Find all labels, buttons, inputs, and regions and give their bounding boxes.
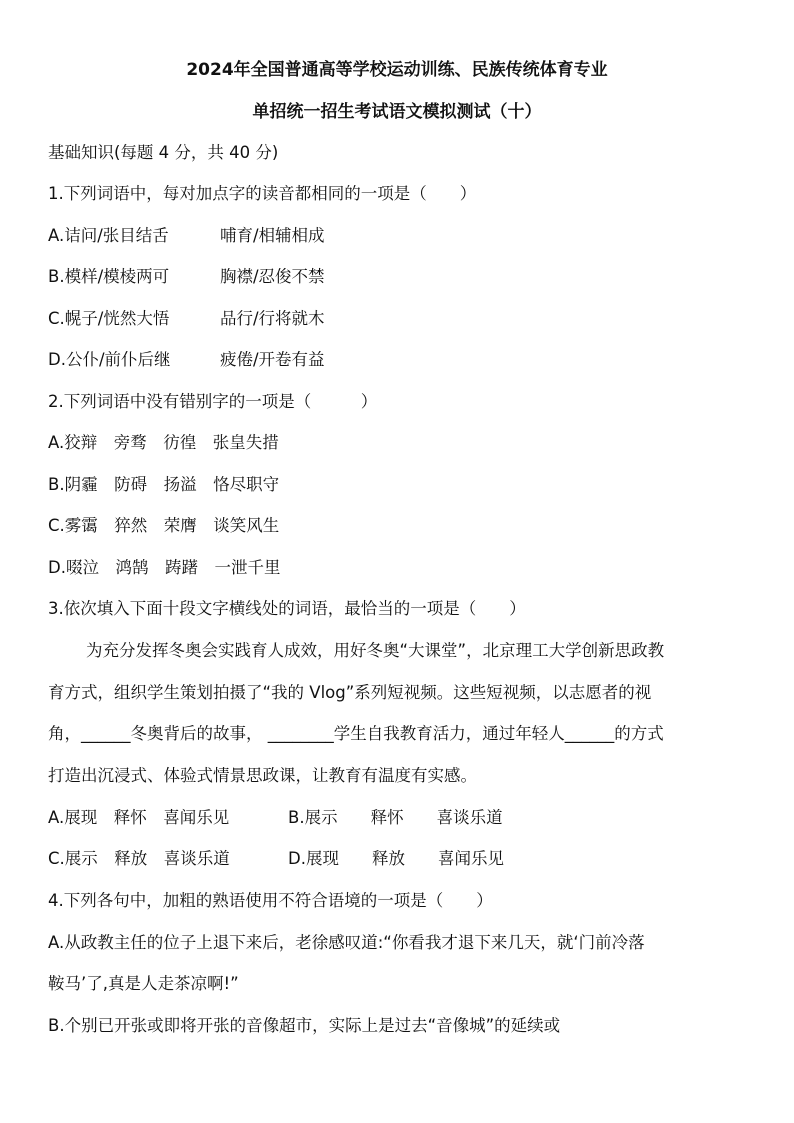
question-2-option-a: A.狡辩 旁骛 彷徨 张皇失措 (48, 433, 279, 452)
option-text: 哺育/相辅相成 (220, 226, 325, 245)
question-2-option-d: D.啜泣 鸿鹄 踌躇 一泄千里 (48, 558, 281, 577)
question-2-stem: 2.下列词语中没有错别字的一项是（ ） (48, 392, 378, 411)
question-1-option-b (48, 265, 325, 289)
question-3-options-row-1 (48, 806, 503, 830)
question-3-passage-line: 育方式，组织学生策划拍摄了“我的 Vlog”系列短视频。这些短视频，以志愿者的视 (48, 683, 652, 702)
document-subtitle: 单招统一招生考试语文模拟测试（十） (252, 102, 542, 122)
option-text: 品行/行将就木 (220, 309, 325, 328)
question-4-option-a-continued: 鞍马’了,真是人走茶凉啊!” (48, 974, 239, 993)
question-2-option-b: B.阴霾 防碍 扬溢 恪尽职守 (48, 475, 280, 494)
section-heading: 基础知识(每题 4 分，共 40 分) (48, 143, 279, 162)
option-text: B.模样/模棱两可 (48, 267, 170, 286)
document-title: 2024年全国普通高等学校运动训练、民族传统体育专业 (186, 60, 608, 80)
option-text: 胸襟/忍俊不禁 (220, 267, 325, 286)
option-text: C.幌子/恍然大悟 (48, 309, 170, 328)
option-text: C.展示 释放 喜谈乐道 (48, 849, 230, 868)
question-1-option-a (48, 224, 325, 248)
question-4-stem: 4.下列各句中，加粗的熟语使用不符合语境的一项是（ ） (48, 891, 493, 910)
question-2-option-c: C.雾霭 猝然 荣膺 谈笑风生 (48, 516, 280, 535)
question-3-passage-line: 角，______冬奥背后的故事， ________学生自我教育活力，通过年轻人______的方式 (48, 724, 664, 743)
question-1-option-d (48, 348, 325, 372)
option-text: D.展现 释放 喜闻乐见 (288, 849, 504, 868)
question-3-stem: 3.依次填入下面十段文字横线处的词语，最恰当的一项是（ ） (48, 599, 526, 618)
question-1-option-c (48, 307, 325, 331)
question-1-stem: 1.下列词语中，每对加点字的读音都相同的一项是（ ） (48, 184, 477, 203)
option-text: B.展示 释怀 喜谈乐道 (288, 808, 503, 827)
question-4-option-b: B.个别已开张或即将开张的音像超市，实际上是过去“音像城”的延续或 (48, 1016, 561, 1035)
option-text: A.诘问/张目结舌 (48, 226, 169, 245)
question-3-passage-line: 打造出沉浸式、体验式情景思政课，让教育有温度有实感。 (48, 766, 477, 785)
question-3-options-row-2 (48, 847, 504, 871)
option-text: A.展现 释怀 喜闻乐见 (48, 808, 230, 827)
option-text: 疲倦/开卷有益 (220, 350, 325, 369)
question-4-option-a: A.从政教主任的位子上退下来后，老徐感叹道:“你看我才退下来几天，就‘门前冷落 (48, 933, 645, 952)
option-text: D.公仆/前仆后继 (48, 350, 171, 369)
question-3-passage-line: 为充分发挥冬奥会实践育人成效，用好冬奥“大课堂”，北京理工大学创新思政教 (86, 641, 665, 660)
